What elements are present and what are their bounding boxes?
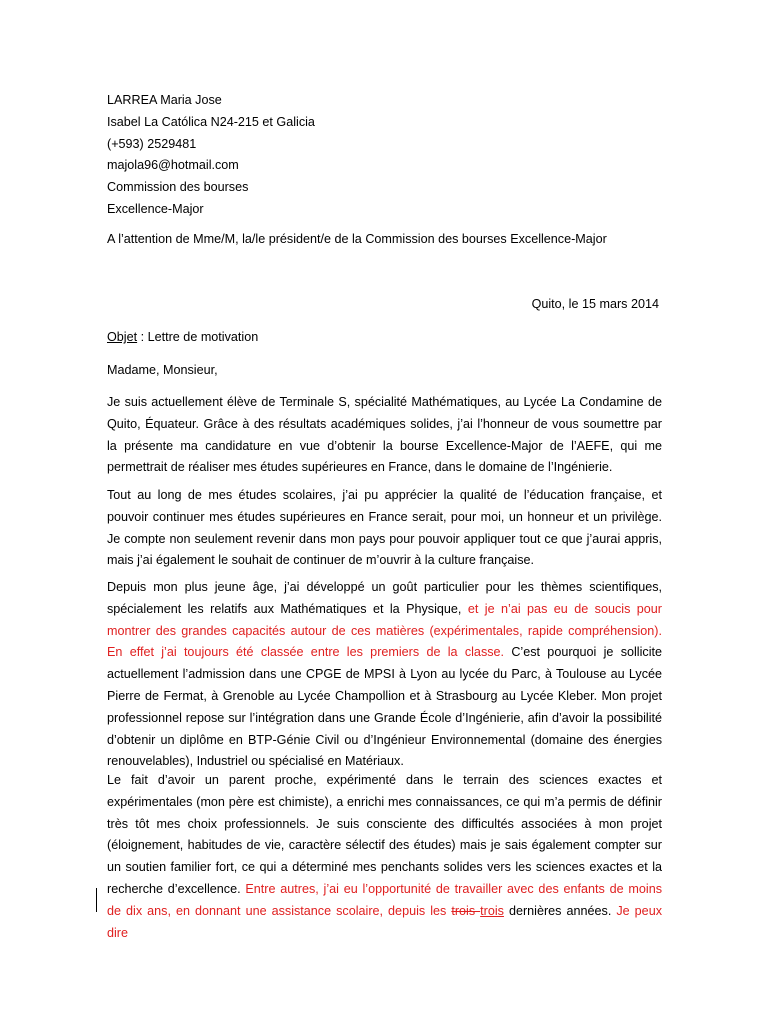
paragraph-4-part-c: dernières années. (503, 903, 612, 918)
recipient-line-1: Commission des bourses (107, 180, 249, 194)
date-line (107, 294, 659, 316)
paragraph-4-text (107, 770, 662, 944)
paragraph-4-inserted-word: trois (480, 903, 504, 918)
attention-line (107, 229, 687, 251)
recipient-block (107, 177, 662, 221)
salutation-text: Madame, Monsieur, (107, 363, 218, 377)
recipient-line-2: Excellence-Major (107, 201, 204, 216)
paragraph-3-part-a: Depuis mon plus jeune âge, j’ai développé un goût particulier pour les thèmes scientifiques, spécialement les relatifs aux Mathématiques et la Physique, (107, 580, 662, 616)
sender-address: Isabel La Católica N24-215 et Galicia (107, 114, 315, 129)
paragraph-4-part-a: Le fait d’avoir un parent proche, expérimenté dans le terrain des sciences exactes et expérimentales (mon père est chimiste), a enrichi mes connaissances, ce qui m’a permis de définir très tôt mes choix professionnels. Je suis consciente des difficultés associées à mon projet (éloignement, habitudes de vie, caractère sélectif des études) mais je sais également compter sur un soutien familier fort, ce qui a déterminé mes penchants solides vers les sciences exactes et la recherche d’excellence. (107, 773, 662, 896)
sender-email: majola96@hotmail.com (107, 158, 239, 173)
paragraph-2-text: Tout au long de mes études scolaires, j’ai pu apprécier la qualité de l’éducation française, et pouvoir continuer mes études supérieures en France serait, pour moi, un honneur et un privilège. Je compte non seulement revenir dans mon pays pour pouvoir appliquer tout ce que j’aurai appris, mais j’ai également le souhait de continuer de m’ouvrir à la culture française. (107, 488, 662, 568)
revision-change-bar (96, 888, 97, 912)
sender-block (107, 90, 662, 177)
date-text: Quito, le 15 mars 2014 (531, 297, 659, 311)
paragraph-4-revision-red: Entre autres, j’ai eu l’opportunité de travailler avec des enfants de moins de dix ans, en donnant une assistance scolaire, depuis les (107, 881, 662, 918)
paragraph-1 (107, 392, 662, 479)
paragraph-3-text (107, 577, 662, 773)
attention-text: A l’attention de Mme/M, la/le président/e de la Commission des bourses Excellence-Major (107, 232, 607, 246)
sender-name: LARREA Maria Jose (107, 93, 222, 107)
subject-text: : Lettre de motivation (137, 330, 259, 344)
paragraph-3-revision-red: et je n’ai pas eu de soucis pour montrer des grandes capacités autour de ces matières (expérimentales, rapide compréhension). En effet j’ai toujours été classée entre les premiers de la classe. (107, 601, 662, 660)
sender-phone: (+593) 2529481 (107, 136, 197, 151)
salutation (107, 360, 662, 382)
paragraph-3-part-c: C’est pourquoi je sollicite actuellement l’admission dans une CPGE de MPSI à Lyon au lycée du Parc, à Toulouse au Lycée Pierre de Fermat, à Grenoble au Lycée Champollion et à Strasbourg au Lycée Kleber. Mon projet professionnel repose sur l’intégration dans une Grande École d’Ingénierie, afin d’avoir la possibilité d’obtenir un diplôme en BTP-Génie Civil ou d’Ingénieur Environnemental (domaine des énergies renouvelables), Industriel ou spécialisé en Matériaux. (107, 645, 662, 769)
paragraph-3 (107, 577, 662, 773)
paragraph-4 (107, 770, 662, 944)
paragraph-1-text: Je suis actuellement élève de Terminale S, spécialité Mathématiques, au Lycée La Condamine de Quito, Équateur. Grâce à des résultats académiques solides, j’ai l’honneur de vous soumettre par la présente ma candidature en vue d’obtenir la bourse Excellence-Major de l’AEFE, qui me permettrait de réaliser mes études supérieures en France, dans le domaine de l’Ingénierie. (107, 395, 662, 475)
paragraph-4-revision-tail: Je peux dire (107, 903, 662, 940)
subject-line (107, 327, 662, 349)
subject-label: Objet (107, 330, 138, 344)
paragraph-2 (107, 485, 662, 572)
paragraph-4-deleted-word: trois (451, 903, 481, 918)
